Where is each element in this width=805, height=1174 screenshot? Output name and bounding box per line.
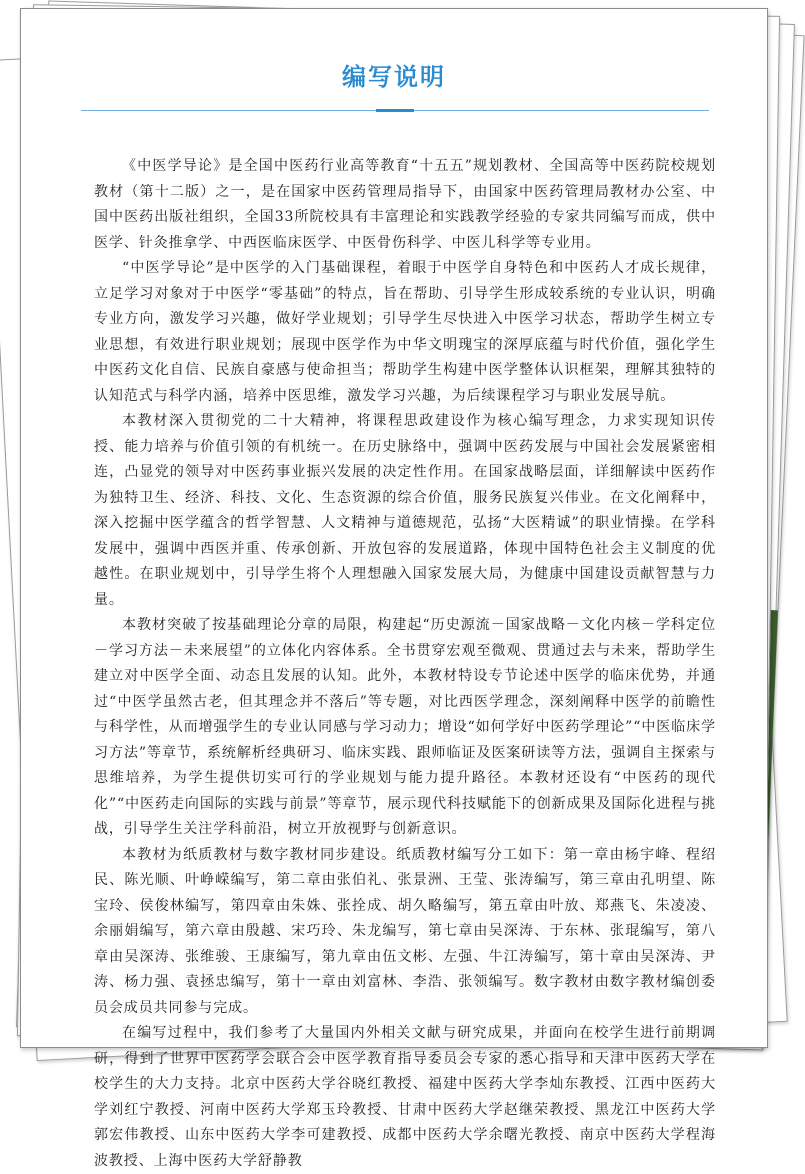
- paragraph: 在编写过程中，我们参考了大量国内外相关文献与研究成果，并面向在校学生进行前期调研，得到了世界中医药学会联合会中医学教育指导委员会专家的悉心指导和天津中医药大学在校学生的大力支持。北京中医药大学谷晓红教授、福建中医药大学李灿东教授、江西中医药大学刘红宁教授、河南中医药大学郑玉玲教授、甘肃中医药大学赵继荣教授、黑龙江中医药大学郭宏伟教授、山东中医药大学李可建教授、成都中医药大学余曙光教授、南京中医药大学程海波教授、上海中医药大学舒静教: [94, 1025, 716, 1169]
- title-divider-accent: [376, 109, 414, 112]
- page-title: 编写说明: [342, 63, 446, 91]
- paragraph: 本教材为纸质教材与数字教材同步建设。纸质教材编写分工如下：第一章由杨宇峰、程绍民、陈光顺、叶峥嵘编写，第二章由张伯礼、张景洲、王莹、张涛编写，第三章由孔明望、陈宝玲、侯俊林编写，第四章由朱姝、张拴成、胡久略编写，第五章由叶放、郑燕飞、朱凌凌、余丽娟编写，第六章由殷越、宋巧玲、朱龙编写，第七章由吴深涛、于东林、张琨编写，第八章由吴深涛、张维骏、王康编写，第九章由伍文彬、左强、牛江涛编写，第十章由吴深涛、尹涛、杨力强、袁拯忠编写，第十一章由刘富林、李浩、张领编写。数字教材由数字教材编创委员会成员共同参与完成。: [94, 846, 716, 1016]
- document-page: [20, 8, 768, 1169]
- paragraph: 本教材深入贯彻党的二十大精神，将课程思政建设作为核心编写理念，力求实现知识传授、能力培养与价值引领的有机统一。在历史脉络中，强调中医药发展与中国社会发展紧密相连，凸显党的领导对中医药事业振兴发展的决定性作用。在国家战略层面，详细解读中医药作为独特卫生、经济、科技、文化、生态资源的综合价值，服务民族复兴伟业。在文化阐释中，深入挖掘中医学蕴含的哲学智慧、人文精神与道德规范，弘扬“大医精诚”的职业情操。在学科发展中，强调中西医并重、传承创新、开放包容的发展道路，体现中国特色社会主义制度的优越性。在职业规划中，引导学生将个人理想融入国家发展大局，为健康中国建设贡献智慧与力量。: [94, 413, 716, 608]
- paragraph: “中医学导论”是中医学的入门基础课程，着眼于中医学自身特色和中医药人才成长规律，立足学习对象对于中医学“零基础”的特点，旨在帮助、引导学生形成较系统的专业认识，明确专业方向，激发学习兴趣，做好学业规划；引导学生尽快进入中医学习状态，帮助学生树立专业思想，有效进行职业规划；展现中医学作为中华文明瑰宝的深厚底蕴与时代价值，强化学生中医药文化自信、民族自豪感与使命担当；帮助学生构建中医学整体认识框架，理解其独特的认知范式与科学内涵，培养中医思维，激发学习兴趣，为后续课程学习与职业发展导航。: [94, 260, 716, 404]
- body-text: [94, 154, 716, 1174]
- paragraph: 本教材突破了按基础理论分章的局限，构建起“历史源流－国家战略－文化内核－学科定位－学习方法－未来展望”的立体化内容体系。全书贯穿宏观至微观、贯通过去与未来，帮助学生建立对中医学全面、动态且发展的认知。此外，本教材特设专节论述中医学的临床优势，并通过“中医学虽然古老，但其理念并不落后”等专题，对比西医学理念，深刻阐释中医学的前瞻性与科学性，从而增强学生的专业认同感与学习动力；增设“如何学好中医药学理论”“中医临床学习方法”等章节，系统解析经典研习、临床实践、跟师临证及医案研读等方法，强调自主探索与思维培养，为学生提供切实可行的学业规划与能力提升路径。本教材还设有“中医药的现代化”“中医药走向国际的实践与前景”等章节，展示现代科技赋能下的创新成果及国际化进程与挑战，引导学生关注学科前沿，树立开放视野与创新意识。: [94, 617, 716, 837]
- paragraph: 《中医学导论》是全国中医药行业高等教育“十五五”规划教材、全国高等中医药院校规划教材（第十二版）之一，是在国家中医药管理局指导下，由国家中医药管理局教材办公室、中国中医药出版社组织，全国33所院校具有丰富理论和实践教学经验的专家共同编写而成，供中医学、针灸推拿学、中西医临床医学、中医骨伤科学、中医儿科学等专业用。: [94, 158, 716, 251]
